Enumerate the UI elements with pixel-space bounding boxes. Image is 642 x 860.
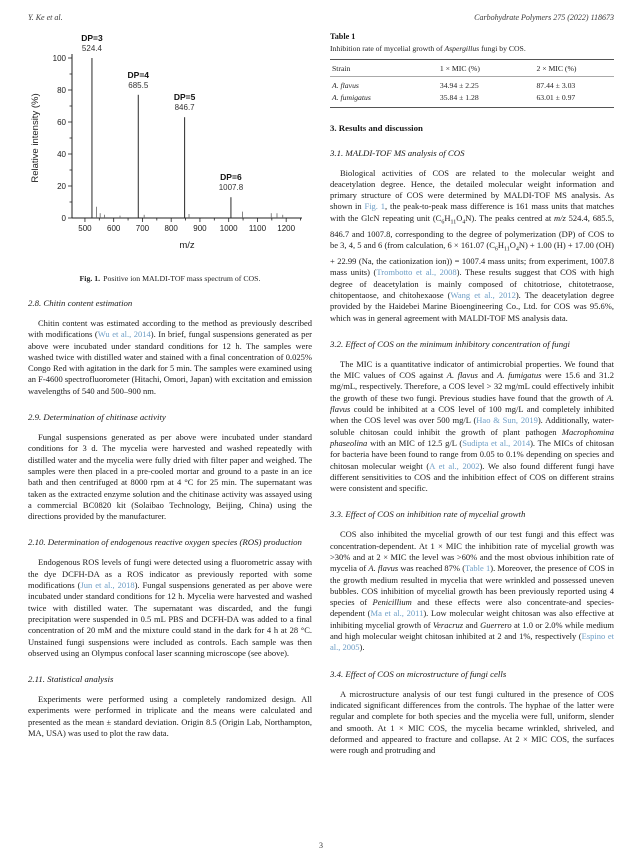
svg-text:524.4: 524.4 bbox=[81, 44, 102, 53]
svg-text:20: 20 bbox=[57, 181, 66, 191]
section-2-9-heading bbox=[28, 412, 312, 423]
right-column-text bbox=[330, 123, 614, 757]
section-3-1-paragraph bbox=[330, 168, 614, 324]
mass-spectrum-chart bbox=[28, 30, 312, 271]
section-3-4-paragraph bbox=[330, 689, 614, 757]
text-segment: ). Low molecular weight chitosan was also effective at inhibiting mycelial growth of bbox=[330, 608, 614, 630]
text-segment: ). bbox=[359, 642, 365, 653]
text-segment: ). We also found different fungi have different sensitivities to COS and the inhibition effect of COS on different strains were consistent and specific. bbox=[330, 460, 614, 494]
table-1-caption bbox=[330, 44, 614, 54]
svg-text:DP=6: DP=6 bbox=[220, 172, 242, 183]
figure-1 bbox=[28, 30, 312, 283]
svg-text:100: 100 bbox=[52, 53, 66, 63]
section-3-3-paragraph bbox=[330, 529, 614, 653]
svg-text:40: 40 bbox=[57, 149, 66, 159]
text-segment: Aspergillus bbox=[444, 44, 480, 53]
svg-text:685.5: 685.5 bbox=[128, 80, 149, 90]
table-header-cell: 1 × MIC (%) bbox=[438, 59, 535, 76]
text-segment: 3. Results and discussion bbox=[330, 122, 423, 133]
text-segment: 6 bbox=[494, 246, 498, 253]
text-segment: 3.1. MALDI-TOF MS analysis of COS bbox=[330, 147, 465, 158]
table-cell-strain: A. fumigatus bbox=[332, 92, 371, 102]
section-3-2-paragraph bbox=[330, 359, 614, 495]
text-segment: 2.9. Determination of chitinase activity bbox=[28, 412, 166, 423]
text-segment: 6 bbox=[441, 219, 445, 226]
left-column bbox=[28, 30, 312, 739]
axes bbox=[72, 54, 302, 218]
section-2-8-paragraph bbox=[28, 318, 312, 397]
citation-link[interactable]: Jun et al., 2018 bbox=[80, 580, 135, 591]
text-segment: 4 bbox=[515, 246, 519, 253]
svg-text:1200: 1200 bbox=[277, 224, 296, 233]
table-header-cell: 2 × MIC (%) bbox=[534, 59, 614, 76]
text-segment: 11 bbox=[503, 246, 510, 253]
figure-1-caption bbox=[28, 274, 312, 283]
text-segment: N). The peaks centred at bbox=[465, 212, 555, 223]
citation-link[interactable]: Wu et al., 2014 bbox=[97, 329, 151, 340]
svg-text:500: 500 bbox=[78, 224, 92, 233]
peak-labels bbox=[81, 33, 244, 192]
text-segment: COS also inhibited the mycelial growth of our test fungi and this effect was concentration-dependent. At 1 × MIC the inhibition rate of mycelial growth was >30% and at 2 × MIC the level was >60% and the most obvious inhibition rate of mycelia of bbox=[330, 529, 614, 574]
section-3-3-heading bbox=[330, 509, 614, 520]
svg-text:60: 60 bbox=[57, 117, 66, 127]
y-axis-label: Relative intensity (%) bbox=[30, 93, 41, 183]
svg-text:80: 80 bbox=[57, 85, 66, 95]
header-journal: Carbohydrate Polymers 275 (2022) 118673 bbox=[474, 13, 614, 22]
svg-text:900: 900 bbox=[193, 224, 207, 233]
table-row bbox=[330, 76, 614, 91]
section-2-11-paragraph bbox=[28, 694, 312, 739]
text-segment: Veracruz bbox=[432, 619, 464, 630]
table-cell-mic1: 34.94 ± 2.25 bbox=[439, 80, 479, 90]
text-segment: 4 bbox=[462, 219, 466, 226]
text-segment: Inhibition rate of mycelial growth of bbox=[330, 44, 445, 53]
svg-text:DP=3: DP=3 bbox=[81, 33, 103, 43]
text-segment: Experiments were performed using a completely randomized design. All experiments were performed in triplicate and the means were calculated and presented as the mean ± standard deviation. Origin 8.5 (Origin Lab, Northampton, MA, USA) was used to plot the raw data. bbox=[28, 694, 312, 739]
svg-text:700: 700 bbox=[135, 224, 150, 233]
figure-1-caption-text: Positive ion MALDI-TOF mass spectrum of COS. bbox=[103, 274, 261, 283]
text-segment: ). In brief, fungal suspensions generated as per above were incubated under standard conditions for 12 h. The samples were washed twice with distilled water and stained with a final concentration of 0.025% Congo Red with agitation in the dark for 5 min. The samples were examined using an F-4600 spectrofluorometer (Hitachi, Omori, Japan) with excitation and emission wavelengths of 540 and 500–900 nm. bbox=[28, 329, 313, 396]
svg-text:DP=5: DP=5 bbox=[173, 92, 196, 103]
section-2-10-paragraph bbox=[28, 557, 312, 659]
text-segment: N) + 1.00 (H) + 17.00 (OH) + 22.99 (Na, the cationization ion)) = 1007.4 mass units; from experiment, 1007.8 mass units) ( bbox=[330, 240, 614, 278]
text-segment: 3.2. Effect of COS on the minimum inhibitory concentration of fungi bbox=[330, 338, 570, 349]
text-segment: could be inhibited at a COS level of 100 mg/L and completely inhibited when the COS level was over 500 mg/L ( bbox=[330, 404, 614, 426]
table-cell-mic2: 63.01 ± 0.97 bbox=[536, 92, 576, 102]
table-cell-mic2: 87.44 ± 3.03 bbox=[536, 80, 576, 90]
citation-link[interactable]: Espino et al., 2005 bbox=[330, 631, 615, 653]
text-segment: Endogenous ROS levels of fungi were detected using a fluorometric assay with the dye DCFH-DA as a ROS indicator as previously reported with some modifications ( bbox=[28, 557, 312, 591]
citation-link[interactable]: Trombotto et al., 2008 bbox=[376, 267, 457, 278]
text-segment: A. fumigatus bbox=[497, 370, 542, 381]
noise-peaks bbox=[96, 207, 282, 218]
section-3-1-heading bbox=[330, 148, 614, 159]
table-1-grid bbox=[330, 59, 614, 108]
text-segment: 2.10. Determination of endogenous reactive oxygen species (ROS) production bbox=[28, 537, 302, 548]
text-segment: ). Additionally, water-soluble chitosan could inhibit the growth of plant pathogen bbox=[330, 415, 614, 437]
axis-tick-labels bbox=[53, 54, 296, 233]
text-segment: Macrophomina phaseolina bbox=[330, 426, 614, 448]
journal-header bbox=[28, 13, 614, 22]
section-2-10-heading bbox=[28, 537, 312, 548]
text-segment: with an MIC of 12.5 g/L ( bbox=[367, 437, 463, 448]
citation-link[interactable]: Ma et al., 2011 bbox=[370, 608, 424, 619]
text-segment: O bbox=[509, 240, 516, 251]
text-segment: A. flavus bbox=[368, 563, 399, 574]
table-1-label: Table 1 bbox=[330, 32, 356, 41]
text-segment: 524.4, 685.5, 846.7 and 1007.8, corresponding to the degree of polymerization (DP) of COS to be 3, 4, 5 and 6 (from calculation, 6 × 161.07 (C bbox=[330, 212, 614, 251]
text-segment: and bbox=[477, 370, 498, 381]
text-segment: 2.8. Chitin content estimation bbox=[28, 298, 133, 308]
text-segment: A. flavus bbox=[330, 392, 614, 415]
page-number: 3 bbox=[319, 841, 323, 850]
table-row bbox=[330, 91, 614, 107]
svg-text:1100: 1100 bbox=[248, 224, 267, 233]
text-segment: H bbox=[497, 240, 504, 251]
main-peaks bbox=[92, 58, 231, 218]
text-segment: A. flavus bbox=[446, 370, 478, 381]
text-segment: at 1.0 or 2.0% while medium and high molecular weight chitosan inhibited at 2 and 1%, respectively ( bbox=[330, 619, 614, 642]
text-segment: were 15.6 and 31.2 mg/mL, respectively. Therefore, a COS level > 32 mg/mL could effectively inhibit the growth of these two fungi. Previous studies have found that the growth of bbox=[330, 370, 614, 403]
text-segment: The MIC is a quantitative indicator of antimicrobial properties. We found that the MIC values of COS against bbox=[330, 358, 614, 381]
svg-text:846.7: 846.7 bbox=[174, 103, 195, 113]
svg-text:1007.8: 1007.8 bbox=[218, 183, 244, 193]
text-segment: Fungal suspensions generated as per above were incubated under standard conditions for 3 d. The mycelia were harvested and washed repeatedly with distilled water and the mycelia were fully dried with filter paper and weighed. The samples were then placed in a pre-cooled mortar and ground to a paste in an ice bath and then centrifuged at 8000 rpm at 4 °C for 25 min. The supernatant was taken as the extracted enzyme solution and the chitinase activity was assayed using a commercial BC0820 kit (Solaibao Technology, Beijing, China) using the directions provided by the manufacturer. bbox=[28, 432, 312, 522]
citation-link[interactable]: Hao & Sun, 2019 bbox=[476, 415, 538, 426]
text-segment: fungi by COS. bbox=[479, 44, 526, 53]
table-header-cell: Strain bbox=[330, 59, 438, 76]
table-cell-mic1: 35.84 ± 1.28 bbox=[439, 92, 479, 102]
section-2-9-paragraph bbox=[28, 432, 312, 522]
text-segment: , the peak-to-peak mass difference is 161 mass units that matches with the GlcN repeating unit (C bbox=[330, 201, 614, 223]
figure-1-caption-label: Fig. 1. bbox=[79, 274, 101, 283]
text-segment: O bbox=[456, 212, 463, 223]
citation-link[interactable]: Fig. 1 bbox=[364, 201, 386, 212]
section-3-heading bbox=[330, 123, 614, 133]
section-3-2-heading bbox=[330, 339, 614, 350]
citation-link[interactable]: Table 1 bbox=[465, 563, 491, 574]
text-segment: and bbox=[463, 619, 481, 630]
text-segment: 3.4. Effect of COS on microstructure of fungi cells bbox=[330, 668, 507, 679]
section-3-4-heading bbox=[330, 669, 614, 680]
text-segment: ). The MICs of chitosan for bacteria have been found to range from 0.05 to 0.1% depending on species and chitosan molecular weight ( bbox=[330, 437, 615, 471]
svg-text:600: 600 bbox=[107, 224, 121, 233]
text-segment: Biological activities of COS are related to the molecular weight and deacetylation degree. Hence, the detailed molecular weight information and primary structure of COS were determined by MALDI-TOF MS analysis. As shown in bbox=[330, 167, 614, 212]
svg-text:DP=4: DP=4 bbox=[127, 69, 150, 80]
text-segment: Chitin content was estimated according to the method as previously described with modifications ( bbox=[28, 318, 312, 340]
text-segment: ). Fungal suspensions generated as per above were incubated under standard conditions for 12 h. Mycelia were harvested and washed twice with distilled water. The supernatant was discarded, and the fungi precipitation were suspended in 0.5 mL PBS and DCFH-DA was added to a final concentration of 20 mM and the mixture could stand in the dark for 4 h at 28 °C. Unstained fungi suspensions were included as controls. Each sample was then observed using an Olympus confocal laser scanning microscope (see above). bbox=[28, 580, 312, 658]
text-segment: 11 bbox=[450, 219, 457, 226]
citation-link[interactable]: Sudipta et al., 2014 bbox=[462, 437, 531, 448]
svg-text:1000: 1000 bbox=[219, 224, 238, 233]
mass-spectrum-svg bbox=[28, 30, 312, 266]
text-segment: Guerrero bbox=[480, 619, 512, 630]
citation-link[interactable]: Wang et al., 2012 bbox=[450, 289, 516, 300]
x-axis-label: m/z bbox=[179, 240, 195, 251]
text-segment: m/z bbox=[554, 212, 566, 223]
text-segment: 2.11. Statistical analysis bbox=[28, 674, 114, 685]
svg-text:0: 0 bbox=[61, 213, 66, 223]
text-segment: Penicillium bbox=[372, 597, 412, 608]
text-segment: ). Moreover, the presence of COS in the growth medium resulted in mycelia that were wrinkled and possessed uneven bubbles. COS inhibition of mycelial growth has been previously reported using 4 species of bbox=[330, 563, 614, 608]
right-column bbox=[330, 30, 614, 756]
header-authors: Y. Ke et al. bbox=[28, 13, 63, 22]
section-2-8-heading bbox=[28, 298, 312, 309]
text-segment: H bbox=[444, 212, 451, 223]
table-1 bbox=[330, 32, 614, 108]
text-segment: ). The deacetylation degree provided by the Haidebei Marine Bioengineering Co., Ltd. for COS was 95.6%, which was in general agreement with MALDI-TOF MS analysis data. bbox=[330, 289, 614, 323]
section-2-11-heading bbox=[28, 674, 312, 685]
text-segment: was reached 87% ( bbox=[398, 563, 466, 574]
citation-link[interactable]: A et al., 2002 bbox=[429, 460, 480, 471]
table-cell-strain: A. flavus bbox=[332, 80, 359, 90]
text-segment: and these effects were also concentrate-and species-dependent ( bbox=[330, 597, 614, 619]
text-segment: A microstructure analysis of our test fungi cultured in the presence of COS indicated significant differences from the controls. The hyphae of the latter were regular and complete for both species and the mycelia were full, uniform, slender and smooth. At 1 × MIC COS, the mycelia became wrinkled, shriveled, and deformed and appeared to fracture and collapse. At 2 × MIC COS, the surfaces were rough and protruding and bbox=[330, 688, 614, 756]
text-segment: 3.3. Effect of COS on inhibition rate of mycelial growth bbox=[330, 509, 526, 520]
svg-text:800: 800 bbox=[164, 224, 178, 233]
left-column-text bbox=[28, 298, 312, 739]
text-segment: ). These results suggest that COS with high degree of deacetylation is mainly composed of chitotriose, chitotetraose, chitopentaose, and chitohexaose ( bbox=[330, 267, 615, 300]
